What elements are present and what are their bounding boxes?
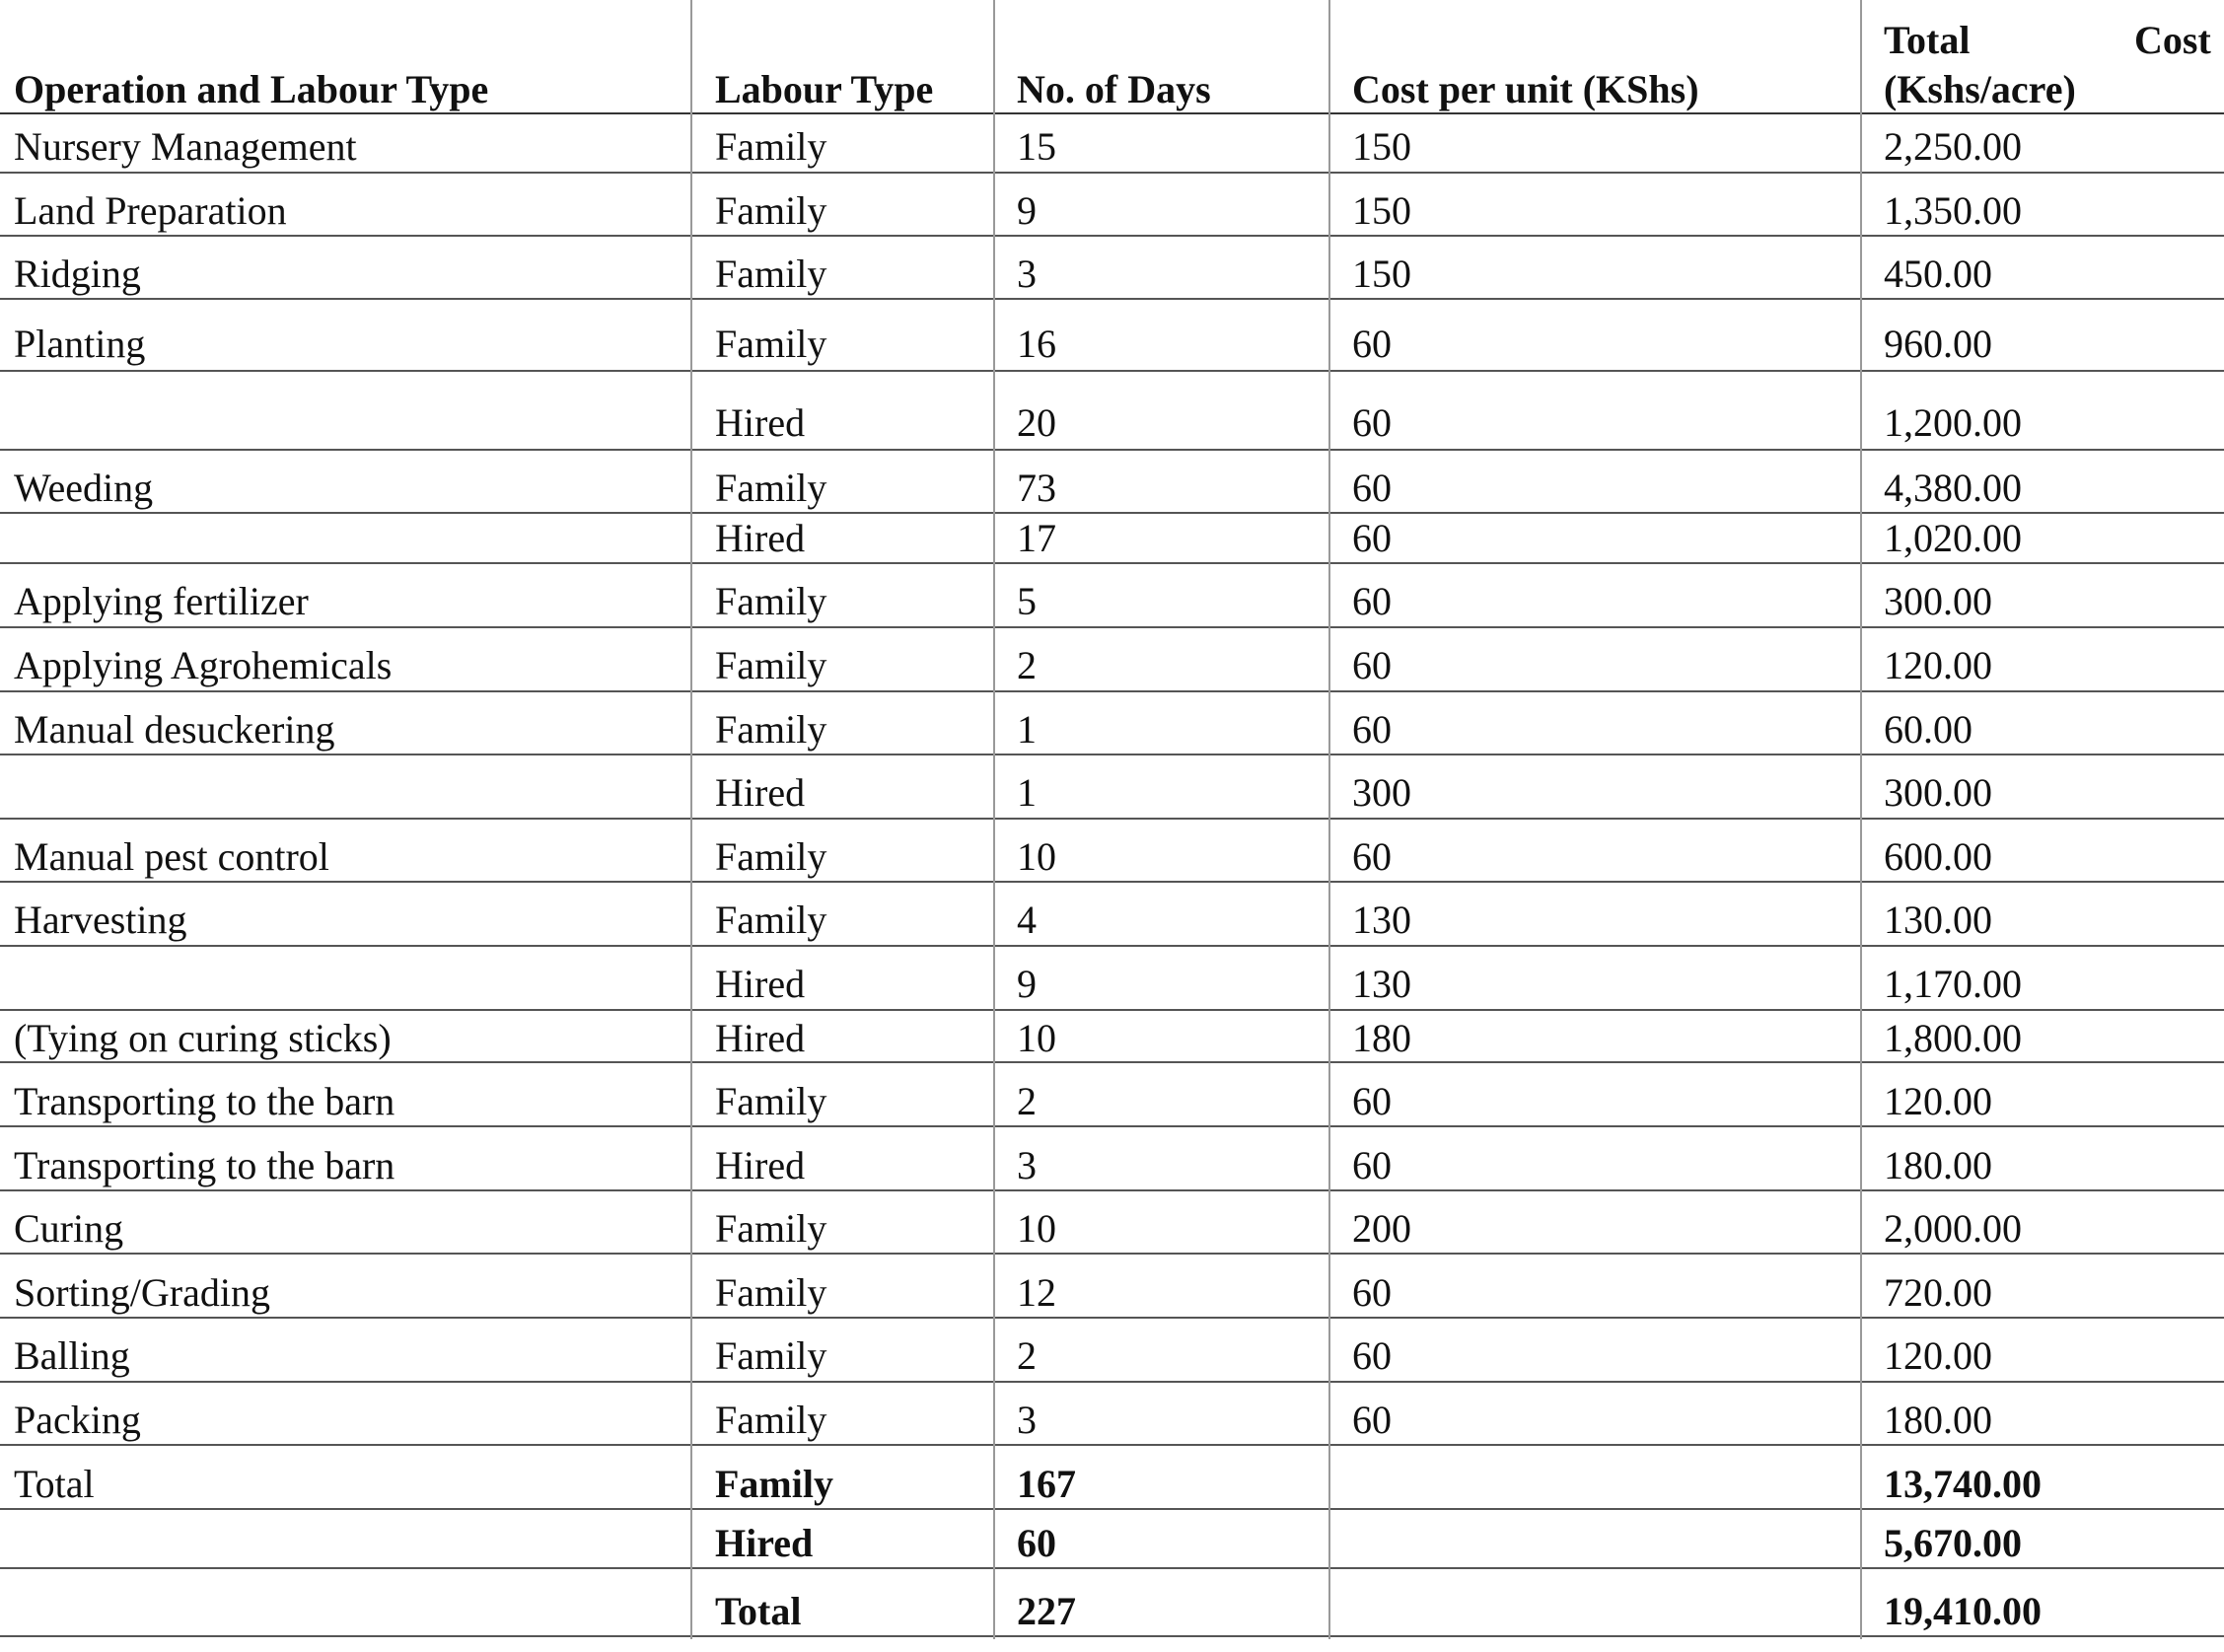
- cell-labour-type: Family: [715, 1079, 827, 1123]
- cell-labour-type: Hired: [715, 1143, 806, 1187]
- cell-days: 3: [1017, 1143, 1037, 1187]
- cell-operation: Sorting/Grading: [14, 1270, 270, 1315]
- cell-total-cost: 450.00: [1884, 251, 1992, 296]
- cell-total-cost: 1,800.00: [1884, 1016, 2022, 1060]
- cell-cost-per-unit: 130: [1352, 962, 1411, 1006]
- cell-cost-per-unit: 60: [1352, 1079, 1392, 1123]
- cell-labour-type: Total: [715, 1589, 802, 1633]
- cell-cost-per-unit: 200: [1352, 1206, 1411, 1251]
- cell-cost-per-unit: 130: [1352, 898, 1411, 942]
- cell-labour-type: Family: [715, 322, 827, 366]
- cell-labour-type: Family: [715, 898, 827, 942]
- cell-labour-type: Family: [715, 579, 827, 623]
- header-total-cost-word2: Cost: [2134, 18, 2211, 62]
- cell-total-cost: 1,350.00: [1884, 188, 2022, 233]
- cell-total-cost: 19,410.00: [1884, 1589, 2042, 1633]
- cell-total-cost: 1,020.00: [1884, 516, 2022, 560]
- cell-days: 2: [1017, 1079, 1037, 1123]
- cell-operation: Packing: [14, 1398, 141, 1442]
- cell-total-cost: 1,170.00: [1884, 962, 2022, 1006]
- cell-operation: Transporting to the barn: [14, 1143, 395, 1187]
- cell-total-cost: 130.00: [1884, 898, 1992, 942]
- cell-operation: Land Preparation: [14, 188, 287, 233]
- column-divider: [690, 0, 692, 1639]
- cell-total-cost: 60.00: [1884, 707, 1973, 752]
- cell-cost-per-unit: 150: [1352, 124, 1411, 169]
- cell-total-cost: 13,740.00: [1884, 1462, 2042, 1506]
- cell-days: 1: [1017, 707, 1037, 752]
- header-operation: Operation and Labour Type: [14, 67, 489, 111]
- cell-total-cost: 600.00: [1884, 834, 1992, 879]
- cell-labour-type: Family: [715, 251, 827, 296]
- cell-labour-type: Family: [715, 124, 827, 169]
- cell-cost-per-unit: 60: [1352, 1398, 1392, 1442]
- cell-labour-type: Family: [715, 1206, 827, 1251]
- cell-total-cost: 180.00: [1884, 1143, 1992, 1187]
- cell-days: 15: [1017, 124, 1056, 169]
- cell-cost-per-unit: 60: [1352, 466, 1392, 510]
- cell-total-cost: 1,200.00: [1884, 400, 2022, 445]
- column-divider: [1328, 0, 1330, 1639]
- cell-cost-per-unit: 150: [1352, 188, 1411, 233]
- cell-labour-type: Hired: [715, 770, 806, 815]
- cell-labour-type: Hired: [715, 1521, 814, 1565]
- cell-total-cost: 300.00: [1884, 579, 1992, 623]
- cell-cost-per-unit: 150: [1352, 251, 1411, 296]
- cell-days: 167: [1017, 1462, 1076, 1506]
- cell-total-cost: 2,250.00: [1884, 124, 2022, 169]
- cell-operation: Planting: [14, 322, 146, 366]
- cell-labour-type: Hired: [715, 962, 806, 1006]
- column-divider: [1860, 0, 1862, 1639]
- cell-days: 4: [1017, 898, 1037, 942]
- cell-cost-per-unit: 180: [1352, 1016, 1411, 1060]
- cell-labour-type: Family: [715, 188, 827, 233]
- header-total-cost-unit: (Kshs/acre): [1884, 67, 2076, 111]
- cell-cost-per-unit: 300: [1352, 770, 1411, 815]
- cell-operation: Applying fertilizer: [14, 579, 309, 623]
- cell-operation: Harvesting: [14, 898, 187, 942]
- cell-total-cost: 720.00: [1884, 1270, 1992, 1315]
- cell-days: 9: [1017, 962, 1037, 1006]
- cell-days: 10: [1017, 834, 1056, 879]
- cell-days: 3: [1017, 251, 1037, 296]
- cell-days: 3: [1017, 1398, 1037, 1442]
- header-total-cost-word: Total: [1884, 18, 1971, 62]
- cell-operation: (Tying on curing sticks): [14, 1016, 392, 1060]
- cell-days: 227: [1017, 1589, 1076, 1633]
- cell-days: 73: [1017, 466, 1056, 510]
- cell-total-cost: 5,670.00: [1884, 1521, 2022, 1565]
- cell-days: 1: [1017, 770, 1037, 815]
- cell-labour-type: Family: [715, 466, 827, 510]
- cell-operation: Balling: [14, 1333, 130, 1378]
- cell-labour-type: Hired: [715, 400, 806, 445]
- cell-total-cost: 2,000.00: [1884, 1206, 2022, 1251]
- cell-cost-per-unit: 60: [1352, 834, 1392, 879]
- column-divider: [993, 0, 995, 1639]
- cell-labour-type: Hired: [715, 516, 806, 560]
- cell-days: 17: [1017, 516, 1056, 560]
- cell-days: 9: [1017, 188, 1037, 233]
- cell-operation: Applying Agrohemicals: [14, 643, 393, 687]
- cell-operation: Manual pest control: [14, 834, 329, 879]
- cell-cost-per-unit: 60: [1352, 643, 1392, 687]
- cell-cost-per-unit: 60: [1352, 707, 1392, 752]
- cell-cost-per-unit: 60: [1352, 400, 1392, 445]
- cell-cost-per-unit: 60: [1352, 516, 1392, 560]
- cell-total-cost: 960.00: [1884, 322, 1992, 366]
- cell-operation: Manual desuckering: [14, 707, 335, 752]
- cell-days: 16: [1017, 322, 1056, 366]
- cell-operation: Curing: [14, 1206, 124, 1251]
- cell-labour-type: Family: [715, 834, 827, 879]
- cell-labour-type: Family: [715, 1398, 827, 1442]
- cell-total-cost: 120.00: [1884, 1079, 1992, 1123]
- cell-cost-per-unit: 60: [1352, 1143, 1392, 1187]
- cell-days: 60: [1017, 1521, 1056, 1565]
- cell-cost-per-unit: 60: [1352, 322, 1392, 366]
- cell-total-cost: 4,380.00: [1884, 466, 2022, 510]
- cell-labour-type: Family: [715, 643, 827, 687]
- header-no-of-days: No. of Days: [1017, 67, 1211, 111]
- cell-total-cost: 120.00: [1884, 643, 1992, 687]
- cell-operation: Total: [14, 1462, 95, 1506]
- cell-operation: Ridging: [14, 251, 141, 296]
- cell-operation: Nursery Management: [14, 124, 357, 169]
- cell-days: 20: [1017, 400, 1056, 445]
- header-cost-per-unit: Cost per unit (KShs): [1352, 67, 1699, 111]
- cell-days: 2: [1017, 1333, 1037, 1378]
- cell-cost-per-unit: 60: [1352, 1333, 1392, 1378]
- cell-days: 10: [1017, 1206, 1056, 1251]
- cell-total-cost: 300.00: [1884, 770, 1992, 815]
- cell-days: 2: [1017, 643, 1037, 687]
- cell-operation: Weeding: [14, 466, 154, 510]
- cell-labour-type: Family: [715, 1270, 827, 1315]
- cell-days: 10: [1017, 1016, 1056, 1060]
- cell-operation: Transporting to the barn: [14, 1079, 395, 1123]
- cell-labour-type: Family: [715, 707, 827, 752]
- cell-cost-per-unit: 60: [1352, 579, 1392, 623]
- cell-labour-type: Family: [715, 1333, 827, 1378]
- cell-total-cost: 120.00: [1884, 1333, 1992, 1378]
- cell-total-cost: 180.00: [1884, 1398, 1992, 1442]
- cell-cost-per-unit: 60: [1352, 1270, 1392, 1315]
- cell-days: 5: [1017, 579, 1037, 623]
- cell-days: 12: [1017, 1270, 1056, 1315]
- cell-labour-type: Hired: [715, 1016, 806, 1060]
- header-labour-type: Labour Type: [715, 67, 934, 111]
- cell-labour-type: Family: [715, 1462, 833, 1506]
